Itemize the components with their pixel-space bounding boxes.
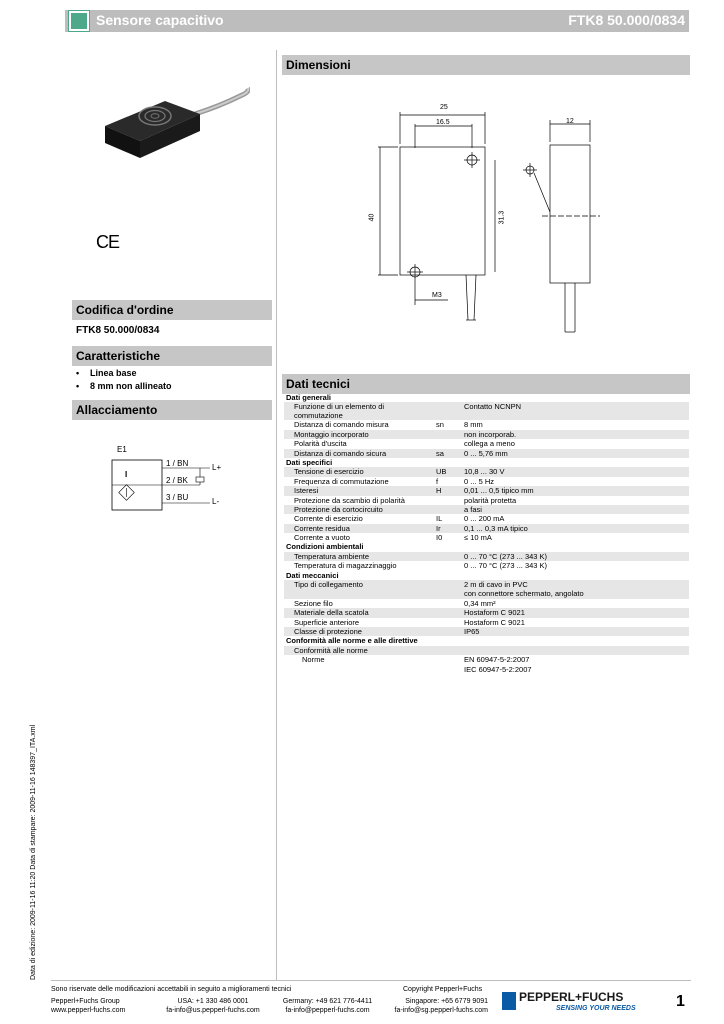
tech-value: 2 m di cavo in PVC <box>462 580 689 589</box>
tech-data-row <box>284 514 689 523</box>
footer-germany-email[interactable]: fa-info@pepperl-fuchs.com <box>285 1007 370 1014</box>
tech-label: Distanza di comando sicura <box>284 449 434 458</box>
tech-value: 0,01 ... 0,5 tipico mm <box>462 486 689 495</box>
tech-data-row <box>284 552 689 561</box>
product-code-header: FTK8 50.000/0834 <box>568 12 685 28</box>
tech-label: Distanza di comando misura <box>294 420 389 430</box>
wire-1-label: 1 / BN <box>166 459 189 468</box>
footer-rule <box>51 980 691 981</box>
footer-germany-phone: Germany: +49 621 776-4411 <box>282 998 373 1005</box>
tech-value: Hostaform C 9021 <box>464 617 525 627</box>
tech-group-name: Dati specifici <box>286 457 333 467</box>
tech-data-row <box>284 655 689 664</box>
footer-singapore <box>386 997 488 1015</box>
tech-data-heading: Dati tecnici <box>282 374 690 394</box>
tech-value: EN 60947-5-2:2007 <box>464 655 530 665</box>
lplus-label: L+ <box>212 463 222 472</box>
connection-symbol: I <box>125 470 128 479</box>
tech-label: Materiale della scatola <box>284 608 434 617</box>
tech-symbol <box>434 561 462 570</box>
tech-symbol <box>434 430 462 439</box>
tech-value: 0 ... 70 °C (273 ... 343 K) <box>462 552 689 561</box>
tech-symbol <box>434 439 462 448</box>
tech-group-name: Condizioni ambientali <box>286 542 364 552</box>
tech-group-name: Dati generali <box>286 393 332 402</box>
tech-value: 8 mm <box>464 420 483 430</box>
feature-item: • 8 mm non allineato <box>76 381 172 394</box>
footer-usa-email[interactable]: fa-info@us.pepperl-fuchs.com <box>166 1007 260 1014</box>
document-title: Sensore capacitivo <box>96 12 224 28</box>
tech-data-row <box>284 646 689 655</box>
tech-data-row <box>284 449 689 458</box>
tech-data-row <box>284 533 689 542</box>
tech-symbol <box>434 618 462 627</box>
tech-symbol: IL <box>436 514 443 524</box>
tech-label: Superficie anteriore <box>294 617 360 627</box>
tech-value: con connettore schermato, angolato <box>462 589 689 598</box>
features-list <box>76 368 172 394</box>
tech-data-row <box>284 430 689 439</box>
tech-symbol: I0 <box>436 533 443 543</box>
tech-data-row <box>284 608 689 617</box>
tech-label: Protezione da scambio di polarità <box>294 495 405 505</box>
tech-value: 0 ... 200 mA <box>464 514 505 524</box>
footer-group-web[interactable]: www.pepperl-fuchs.com <box>51 1007 126 1014</box>
footer-copyright: Copyright Pepperl+Fuchs <box>403 986 483 993</box>
tech-symbol <box>434 496 462 505</box>
dim-16-5: 16.5 <box>436 119 450 126</box>
tech-symbol: sn <box>436 420 444 430</box>
tech-symbol: sa <box>434 449 462 458</box>
tech-label: Corrente a vuoto <box>294 533 350 543</box>
dim-25: 25 <box>440 104 448 111</box>
tech-symbol <box>434 589 462 598</box>
tech-label <box>284 589 434 598</box>
tech-label: Montaggio incorporato <box>284 430 434 439</box>
tech-value: polarità protetta <box>464 495 517 505</box>
tech-label: Conformità alle norme <box>284 646 434 655</box>
tech-value: 0 ... 5,76 mm <box>462 449 689 458</box>
tech-data-row <box>284 420 689 429</box>
tech-symbol <box>434 608 462 617</box>
tech-symbol <box>434 505 462 514</box>
tech-label: Isteresi <box>284 486 434 495</box>
footer-germany <box>275 997 380 1015</box>
tech-value: 10,8 ... 30 V <box>462 467 689 476</box>
tech-symbol: f <box>436 476 439 486</box>
tech-label <box>284 665 434 674</box>
tech-value: 0 ... 70 °C (273 ... 343 K) <box>464 561 548 571</box>
tech-data-row <box>284 561 689 570</box>
tech-data-row <box>284 599 689 608</box>
tech-label: Tensione di esercizio <box>284 467 434 476</box>
tech-data-row <box>284 524 689 533</box>
logo-text: PEPPERL+FUCHS <box>519 990 624 1004</box>
tech-group-row <box>284 571 689 580</box>
tech-value: ≤ 10 mA <box>464 533 492 543</box>
order-code-heading: Codifica d'ordine <box>72 300 272 320</box>
tech-value: IP65 <box>462 627 689 636</box>
footer-disclaimer: Sono riservate delle modificazioni accettabili in seguito a miglioramenti tecnici <box>51 986 292 993</box>
logo-mark-icon <box>502 992 516 1010</box>
tech-value: 0,34 mm² <box>464 598 496 608</box>
tech-group-row <box>284 636 689 645</box>
tech-data-row <box>284 467 689 476</box>
tech-label: Norme <box>302 655 325 665</box>
tech-label: Temperatura di magazzinaggio <box>294 561 397 571</box>
tech-symbol: H <box>434 486 462 495</box>
connection-heading: Allacciamento <box>72 400 272 420</box>
tech-label: Corrente residua <box>284 524 434 533</box>
wire-2-label: 2 / BK <box>166 476 188 485</box>
footer-usa-phone: USA: +1 330 486 0001 <box>177 998 249 1005</box>
tech-label: Temperatura ambiente <box>284 552 434 561</box>
tech-data-row <box>284 665 689 674</box>
tech-symbol: UB <box>434 467 462 476</box>
tech-label: Polarità d'uscita <box>294 439 347 449</box>
tech-label: Sezione filo <box>294 598 333 608</box>
tech-data-row <box>284 618 689 627</box>
order-code-value: FTK8 50.000/0834 <box>76 325 160 336</box>
tech-group-row <box>284 542 689 551</box>
dim-m3: M3 <box>432 292 442 299</box>
tech-data-row <box>284 486 689 495</box>
tech-label: Funzione di un elemento di commutazione <box>284 402 434 420</box>
ce-mark: CE <box>96 232 120 252</box>
tech-data-row <box>284 589 689 598</box>
tech-group-name: Dati meccanici <box>286 570 339 580</box>
logo-tagline: SENSING YOUR NEEDS <box>556 1005 636 1012</box>
footer-usa <box>158 997 268 1015</box>
tech-value: Hostaform C 9021 <box>462 608 689 617</box>
dim-40: 40 <box>368 213 376 222</box>
tech-value: IEC 60947-5-2:2007 <box>464 664 532 674</box>
footer-group <box>51 997 125 1015</box>
dim-12: 12 <box>566 118 574 125</box>
tech-symbol <box>434 627 462 636</box>
page-number: 1 <box>676 993 685 1010</box>
tech-data-row <box>284 580 689 589</box>
footer-group-name: Pepperl+Fuchs Group <box>51 998 120 1005</box>
tech-data-row <box>284 627 689 636</box>
tech-label: Classe di protezione <box>284 627 434 636</box>
tech-data-row <box>284 477 689 486</box>
tech-label: Frequenza di commutazione <box>294 476 389 486</box>
tech-symbol <box>434 655 462 664</box>
tech-group-name: Conformità alle norme e alle direttive <box>286 636 418 646</box>
tech-data-row <box>284 402 689 420</box>
tech-value: 0,1 ... 0,3 mA tipico <box>462 524 689 533</box>
tech-data-row <box>284 505 689 514</box>
lminus-label: L- <box>212 497 220 506</box>
tech-value: non incorporab. <box>462 430 689 439</box>
title-bar <box>65 10 689 32</box>
header-green-square <box>69 11 89 31</box>
tech-symbol: Ir <box>434 524 462 533</box>
tech-label: Tipo di collegamento <box>284 580 434 589</box>
tech-label: Corrente di esercizio <box>294 514 363 524</box>
tech-label: Protezione da cortocircuito <box>284 505 434 514</box>
tech-value: a fasi <box>462 505 689 514</box>
footer-singapore-email[interactable]: fa-info@sg.pepperl-fuchs.com <box>394 1007 488 1014</box>
features-heading: Caratteristiche <box>72 346 272 366</box>
wire-3-label: 3 / BU <box>166 493 189 502</box>
tech-value <box>462 646 689 655</box>
tech-data-row <box>284 439 689 448</box>
tech-value: Contatto NCNPN <box>462 402 689 420</box>
tech-symbol <box>434 665 462 674</box>
tech-group-row <box>284 393 689 402</box>
tech-group-row <box>284 458 689 467</box>
tech-value: collega a meno <box>464 439 515 449</box>
tech-symbol <box>434 580 462 589</box>
tech-value: 0 ... 5 Hz <box>464 476 495 486</box>
dim-31-3: 31.3 <box>498 210 506 225</box>
column-divider <box>276 50 277 980</box>
dimension-drawing <box>360 100 610 340</box>
edition-date-text: Data di edizione: 2009-11-16 11:20 Data di stampare: 2009-11-16 148397_ITA.xml <box>30 724 37 980</box>
dimensions-heading: Dimensioni <box>282 55 690 75</box>
connection-e1-label: E1 <box>117 445 127 454</box>
footer-singapore-phone: Singapore: +65 6779 9091 <box>405 998 488 1005</box>
feature-item: • Linea base <box>76 368 172 381</box>
tech-symbol <box>434 599 462 608</box>
tech-data-table <box>284 393 689 674</box>
tech-symbol <box>434 402 462 420</box>
product-image <box>100 86 250 166</box>
tech-symbol <box>434 646 462 655</box>
tech-symbol <box>434 552 462 561</box>
tech-data-row <box>284 496 689 505</box>
